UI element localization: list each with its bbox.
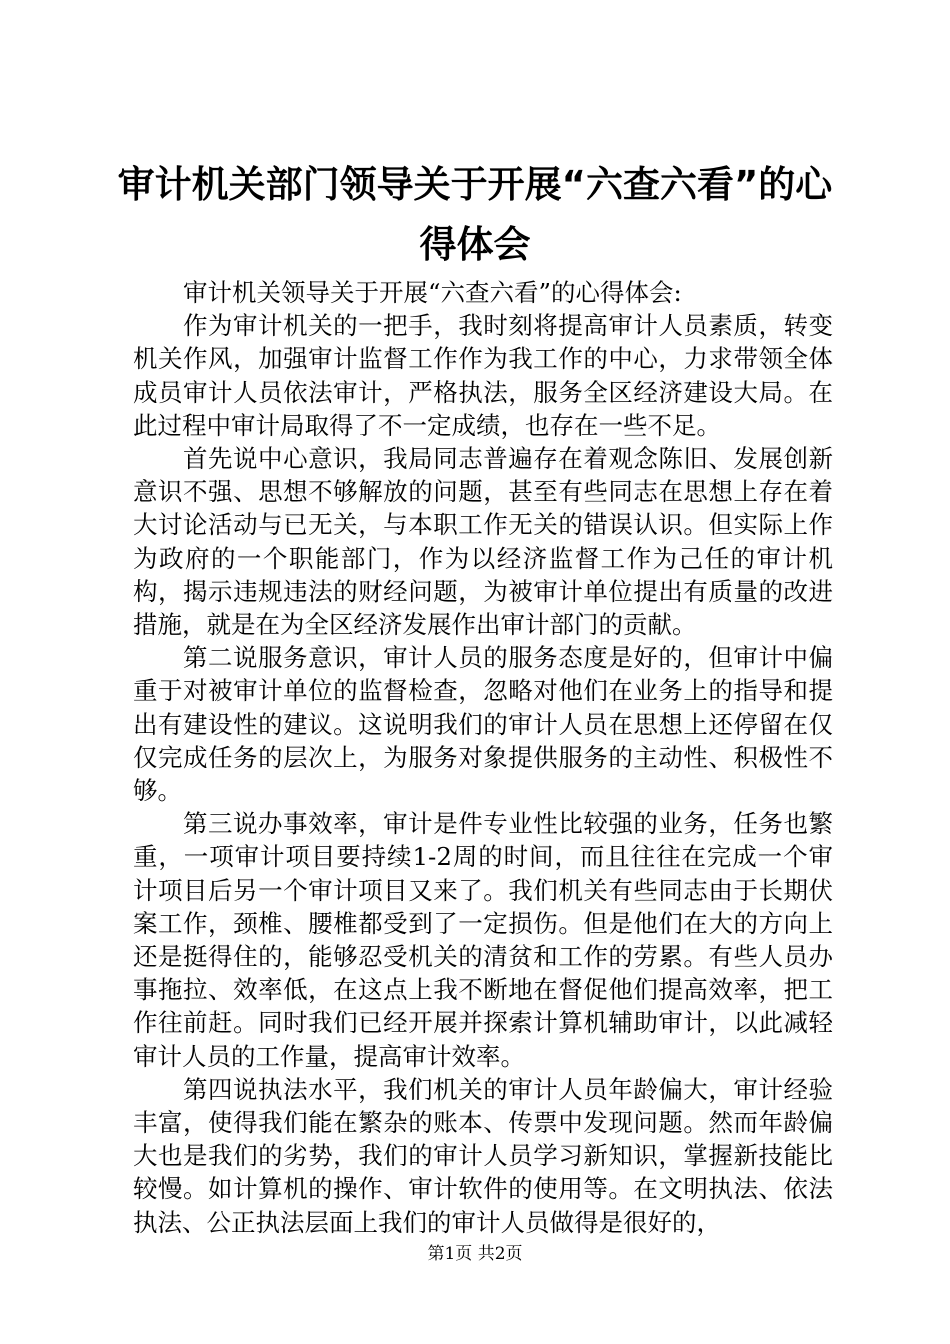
paragraph-1: 作为审计机关的一把手，我时刻将提高审计人员素质，转变机关作风，加强审计监督工作作为我工作的中心，力求带领全体成员审计人员依法审计，严格执法，服务全区经济建设大局。在此过程中审计局取得了不一定成绩，也存在一些不足。 (133, 311, 833, 440)
paragraph-2: 首先说中心意识，我局同志普遍存在着观念陈旧、发展创新意识不强、思想不够解放的问题，甚至有些同志在思想上存在着大讨论活动与已无关，与本职工作无关的错误认识。但实际上作为政府的一个职能部门，作为以经济监督工作为己任的审计机构，揭示违规违法的财经问题，为被审计单位提出有质量的改进措施，就是在为全区经济发展作出审计部门的贡献。 (133, 444, 833, 640)
page-footer: 第1页 共2页 (427, 1244, 523, 1264)
paragraph-intro: 审计机关领导关于开展“六查六看”的心得体会: (183, 278, 682, 307)
paragraph-5: 第四说执法水平，我们机关的审计人员年龄偏大，审计经验丰富，使得我们能在繁杂的账本、传票中发现问题。然而年龄偏大也是我们的劣势，我们的审计人员学习新知识，掌握新技能比较慢。如计算机的操作、审计软件的使用等。在文明执法、依法执法、公正执法层面上我们的审计人员做得是很好的， (133, 1074, 833, 1237)
document-title-line-1: 审计机关部门领导关于开展“六查六看”的心 (117, 163, 833, 206)
paragraph-4: 第三说办事效率，审计是件专业性比较强的业务，任务也繁重，一项审计项目要持续1-2周的时间，而且往往在完成一个审计项目后另一个审计项目又来了。我们机关有些同志由于长期伏案工作，颈椎、腰椎都受到了一定损伤。但是他们在大的方向上还是挺得住的，能够忍受机关的清贫和工作的劳累。有些人员办事拖拉、效率低，在这点上我不断地在督促他们提高效率，把工作往前赶。同时我们已经开展并探索计算机辅助审计，以此减轻审计人员的工作量，提高审计效率。 (133, 809, 833, 1071)
paragraph-3: 第二说服务意识，审计人员的服务态度是好的，但审计中偏重于对被审计单位的监督检查，忽略对他们在业务上的指导和提出有建设性的建议。这说明我们的审计人员在思想上还停留在仅仅完成任务的层次上，为服务对象提供服务的主动性、积极性不够。 (133, 643, 833, 806)
document-title-line-2: 得体会 (419, 223, 531, 266)
document-body (133, 276, 833, 1239)
